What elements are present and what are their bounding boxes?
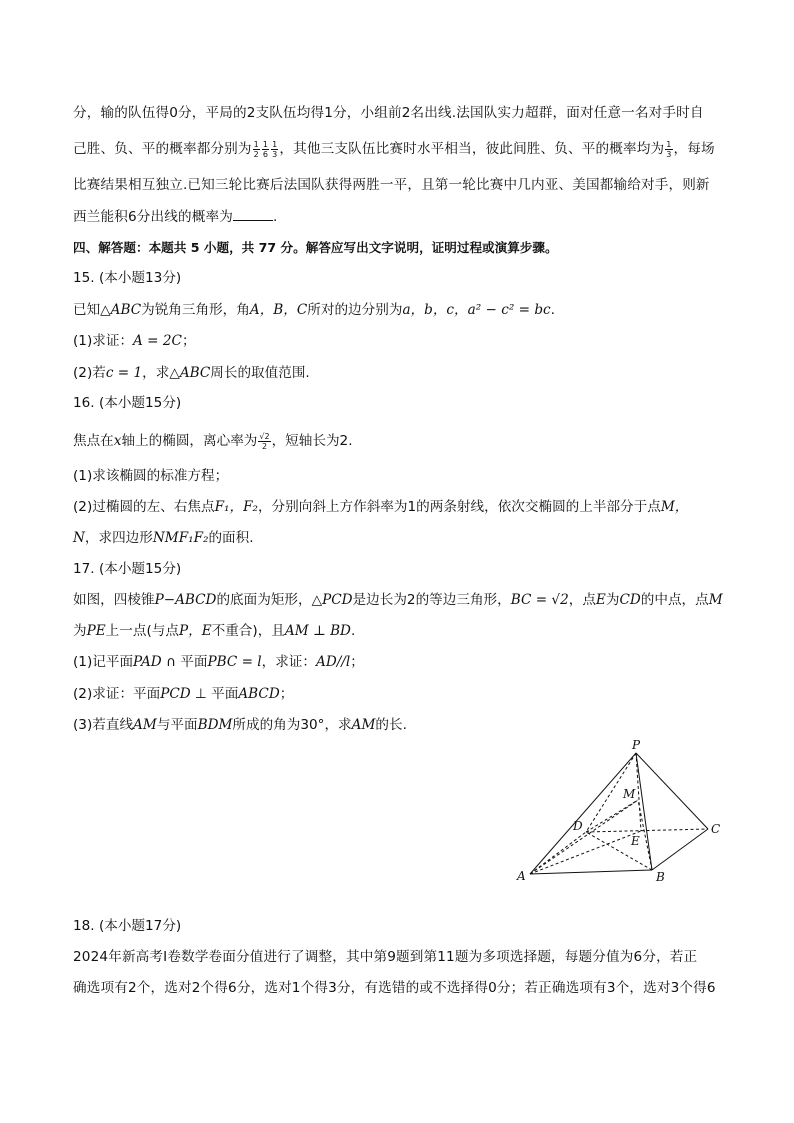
pyramid-figure xyxy=(505,735,730,885)
label-M: M xyxy=(623,787,636,801)
segment-AM xyxy=(530,800,638,874)
q14-line-3: 比赛结果相互独立.已知三轮比赛后法国队获得两胜一平，且第一轮比赛中几内亚、美国都输给对手，则新 xyxy=(73,177,710,193)
q18-line-2: 确选项有2个，选对2个得6分，选对1个得3分，有选错的或不选择得0分；若正确选项有3个，选对3个得6 xyxy=(73,980,716,996)
q17-header: 17. (本小题15分) xyxy=(73,561,182,577)
edge-BC xyxy=(652,829,708,870)
edge-AB xyxy=(530,870,652,874)
q15-header: 15. (本小题13分) xyxy=(73,270,182,286)
segment-PE xyxy=(636,753,641,831)
answer-blank xyxy=(233,206,273,221)
q16-header: 16. (本小题15分) xyxy=(73,395,182,411)
q15-stem: 已知△ABC为锐角三角形，角A，B，C所对的边分别为a，b，c，a² − c² = bc. xyxy=(73,302,555,318)
segment-BD xyxy=(586,832,652,870)
label-B: B xyxy=(656,870,665,884)
q17-part-1: (1)记平面PAD ∩ 平面PBC = l，求证：AD//l； xyxy=(73,654,364,670)
eccentricity-fraction: $\frac{√2}{2}$ xyxy=(259,431,270,451)
label-E: E xyxy=(631,834,640,848)
q18-header: 18. (本小题17分) xyxy=(73,918,182,934)
q16-part-2-line-2: N，求四边形NMF₁F₂的面积. xyxy=(73,530,254,546)
q18-line-1: 2024年新高考Ⅰ卷数学卷面分值进行了调整，其中第9题到第11题为多项选择题，每题分值为6分，若正 xyxy=(73,949,698,965)
label-C: C xyxy=(711,822,721,836)
q17-stem-line-1: 如图，四棱锥P−ABCD的底面为矩形，△PCD是边长为2的等边三角形，BC = √2，点E为CD的中点，点M xyxy=(73,592,723,608)
label-D: D xyxy=(573,819,583,833)
label-A: A xyxy=(517,869,526,883)
section-heading: 四、解答题：本题共 5 小题，共 77 分。解答应写出文字说明，证明过程或演算步骤。 xyxy=(73,240,558,255)
q14-line-1: 分，输的队伍得0分，平局的2支队伍均得1分，小组前2名出线.法国队实力超群，面对任意一名对手时自 xyxy=(73,105,704,121)
edge-PA xyxy=(530,753,636,874)
segment-BM xyxy=(638,800,652,870)
label-P: P xyxy=(632,738,641,752)
edge-PC xyxy=(636,753,708,829)
fraction-d: $\frac{1}{3}$ xyxy=(666,139,672,159)
q15-part-2: (2)若c = 1，求△ABC周长的取值范围. xyxy=(73,365,310,381)
q16-stem: 焦点在x轴上的椭圆，离心率为 $\frac{√2}{2}$ ，短轴长为2. xyxy=(73,431,353,451)
q17-part-2: (2)求证：平面PCD ⊥ 平面ABCD； xyxy=(73,686,294,702)
q16-part-2-line-1: (2)过椭圆的左、右焦点F₁，F₂，分别向斜上方作斜率为1的两条射线，依次交椭圆的上半部分于点M， xyxy=(73,499,689,515)
fraction-b: $\frac{1}{6}$ xyxy=(262,139,269,159)
q14-line-4: 西兰能积6分出线的概率为 . xyxy=(73,206,277,227)
edge-PB xyxy=(636,753,652,870)
q16-part-1: (1)求该椭圆的标准方程； xyxy=(73,468,229,484)
fraction-c: $\frac{1}{3}$ xyxy=(272,139,278,159)
fraction-a: $\frac{1}{2}$ xyxy=(253,139,259,159)
segment-AE xyxy=(530,831,641,874)
edge-AD xyxy=(530,832,586,874)
q17-part-3: (3)若直线AM与平面BDM所成的角为30°，求AM的长. xyxy=(73,717,407,733)
q15-part-1: (1)求证：A = 2C； xyxy=(73,333,196,349)
q14-line-2: 己胜、负、平的概率都分别为 $\frac{1}{2}$ $\frac{1}{6}$ $\frac{1}{3}$ ，其他三支队伍比赛时水平相当，彼此间胜、负、平的概率均为 $\frac{1}{3}$ ，每场 xyxy=(73,139,715,159)
q17-stem-line-2: 为PE上一点(与点P，E不重合)，且AM ⊥ BD. xyxy=(73,623,356,639)
segment-DM xyxy=(586,800,638,832)
